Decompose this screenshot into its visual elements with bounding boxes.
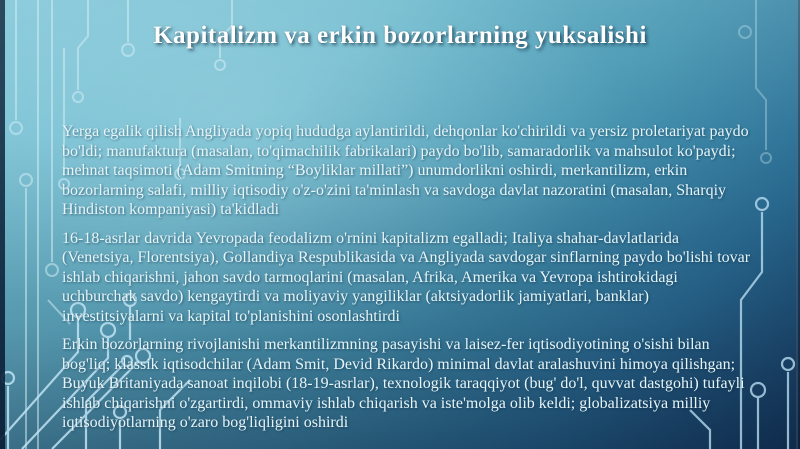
paragraph-enclosure-manufacture: Yerga egalik qilish Angliyada yopiq hududga aylantirildi, dehqonlar ko'chirildi va yersiz proletariyat paydo bo'ldi; manufaktura (masalan, to'qimachilik fabrikalari) paydo bo'lib, samaradorlik va mahsulot ko'paydi; mehnat taqsimoti (Adam Smitning “Boyliklar millati”) unumdorlikni oshirdi, merkantilizm, erkin bozorlarning salafi, milliy iqtisodiy o'z-o'zini ta'minlash va savdoga davlat nazoratini (masalan, Sharqiy Hindiston kompaniyasi) ta'kidladi	[62, 123, 749, 218]
paragraph-feudalism-to-capitalism: 16-18-asrlar davrida Yevropada feodalizm o'rnini kapitalizm egalladi; Italiya shahar-davlatlarida (Venetsiya, Florentsiya), Gollandiya Respublikasida va Angliyada savdogar sinflarning paydo bo'lishi tovar ishlab chiqarishni, jahon savdo tarmoqlarini (masalan, Afrika, Amerika va Yevropa ishtirokidagi uchburchak savdo) kengaytirdi va moliyaviy yangiliklar (aktsiyadorlik jamiyatlari, banklar) investitsiyalarni va kapital to'planishini osonlashtirdi	[62, 229, 751, 325]
slide-body	[62, 122, 754, 442]
right-edge-shadow	[796, 0, 800, 449]
slide-title: Kapitalizm va erkin bozorlarning yuksalishi	[153, 22, 647, 49]
paragraph-free-markets-industrial-revolution: Erkin bozorlarning rivojlanishi merkantilizmning pasayishi va laisez-fer iqtisodiyotining o'sishi bilan bog'liq; klassik iqtisodchilar (Adam Smit, Devid Rikardo) minimal davlat aralashuvini himoya qilishgan; Buyuk Britaniyada sanoat inqilobi (18-19-asrlar), texnologik taraqqiyot (bug' do'l, quvvat dastgohi) tufayli ishlab chiqarishni o'zgartirdi, ommaviy ishlab chiqarish va iste'molga olib keldi; globalizatsiya milliy iqtisodiyotlarning o'zaro bog'liqligini oshirdi	[62, 336, 745, 431]
left-edge-shadow	[0, 0, 5, 449]
